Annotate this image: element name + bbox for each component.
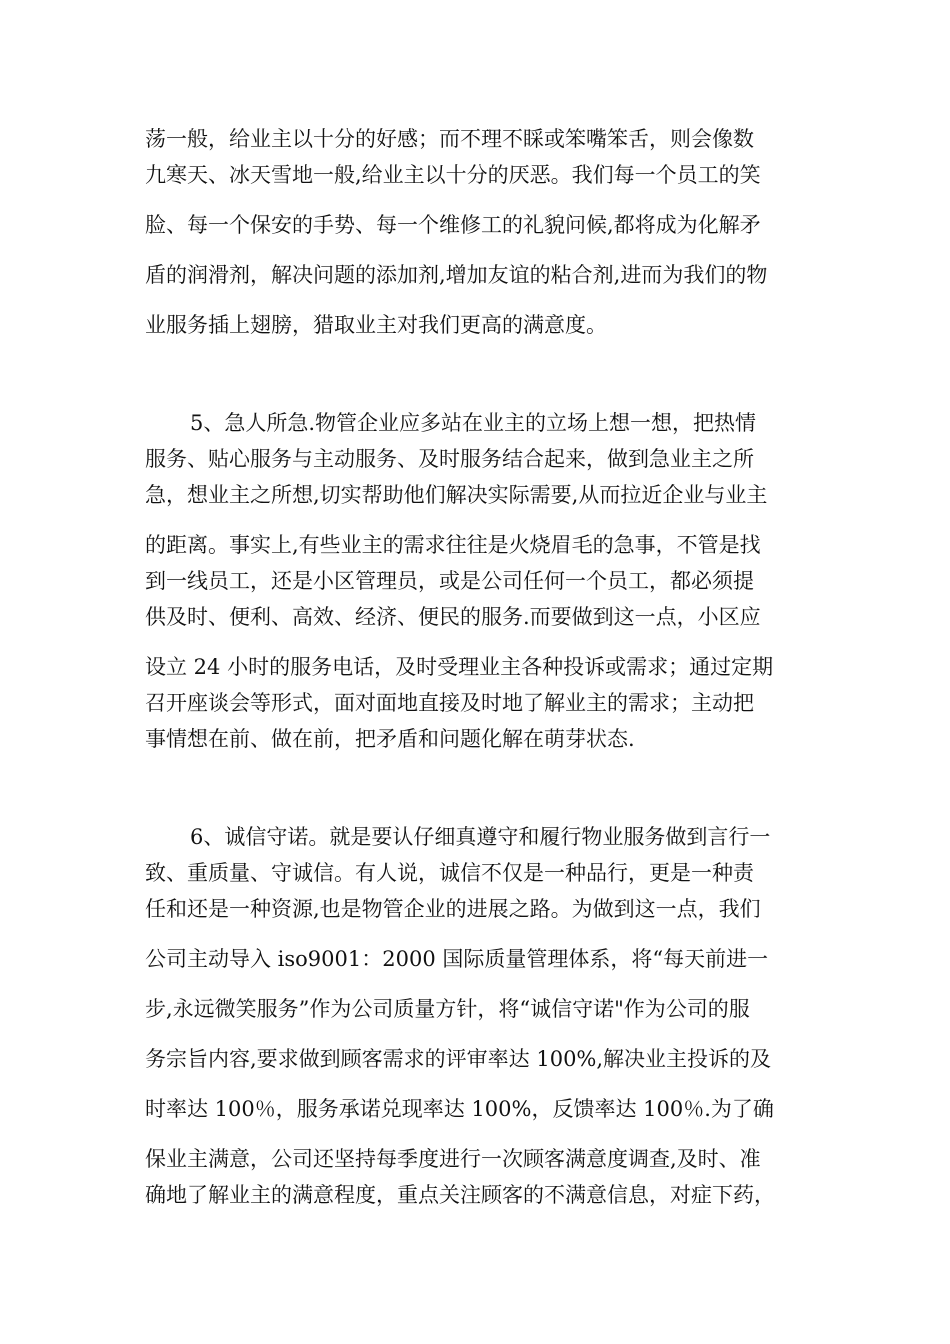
- paragraph-1-line-4: 盾的润滑剂，解决问题的添加剂,增加友谊的粘合剂,进而为我们的物: [145, 263, 768, 287]
- paragraph-3-line-8: 保业主满意，公司还坚持每季度进行一次顾客满意度调查,及时、准: [145, 1147, 761, 1171]
- paragraph-1-line-3: 脸、每一个保安的手势、每一个维修工的礼貌问候,都将成为化解矛: [145, 213, 761, 237]
- paragraph-3-line-3: 任和还是一种资源,也是物管企业的进展之路。为做到这一点，我们: [145, 897, 761, 921]
- paragraph-1-line-2: 九寒天、冰天雪地一般,给业主以十分的厌恶。我们每一个员工的笑: [145, 163, 761, 187]
- paragraph-2-line-3: 急，想业主之所想,切实帮助他们解决实际需要,从而拉近企业与业主: [145, 483, 768, 507]
- paragraph-2-line-7: 设立 24 小时的服务电话，及时受理业主各种投诉或需求；通过定期: [145, 655, 774, 679]
- paragraph-2-line-1: 5、急人所急.物管企业应多站在业主的立场上想一想，把热情: [190, 411, 757, 435]
- paragraph-3-line-4: 公司主动导入 iso9001：2000 国际质量管理体系，将“每天前进一: [145, 947, 769, 971]
- paragraph-2-line-6: 供及时、便利、高效、经济、便民的服务.而要做到这一点，小区应: [145, 605, 761, 629]
- paragraph-2-line-2: 服务、贴心服务与主动服务、及时服务结合起来，做到急业主之所: [145, 447, 754, 471]
- paragraph-2-line-4: 的距离。事实上,有些业主的需求往往是火烧眉毛的急事，不管是找: [145, 533, 761, 557]
- paragraph-2-line-8: 召开座谈会等形式，面对面地直接及时地了解业主的需求；主动把: [145, 691, 754, 715]
- paragraph-2-line-9: 事情想在前、做在前，把矛盾和问题化解在萌芽状态.: [145, 727, 635, 751]
- paragraph-3-line-5: 步,永远微笑服务”作为公司质量方针，将“诚信守诺"作为公司的服: [145, 997, 750, 1021]
- paragraph-3-line-9: 确地了解业主的满意程度，重点关注顾客的不满意信息，对症下药，: [145, 1183, 775, 1207]
- paragraph-3-line-2: 致、重质量、守诚信。有人说，诚信不仅是一种品行，更是一种责: [145, 861, 754, 885]
- paragraph-1-line-1: 荡一般，给业主以十分的好感；而不理不睬或笨嘴笨舌，则会像数: [145, 127, 754, 151]
- paragraph-3-line-1: 6、诚信守诺。就是要认仔细真遵守和履行物业服务做到言行一: [190, 825, 771, 849]
- paragraph-3-line-7: 时率达 100％，服务承诺兑现率达 100%，反馈率达 100％.为了确: [145, 1097, 774, 1121]
- paragraph-1-line-5: 业服务插上翅膀，猎取业主对我们更高的满意度。: [145, 313, 607, 337]
- paragraph-3-line-6: 务宗旨内容,要求做到顾客需求的评审率达 100%,解决业主投诉的及: [145, 1047, 772, 1071]
- paragraph-2-line-5: 到一线员工，还是小区管理员，或是公司任何一个员工，都必须提: [145, 569, 754, 593]
